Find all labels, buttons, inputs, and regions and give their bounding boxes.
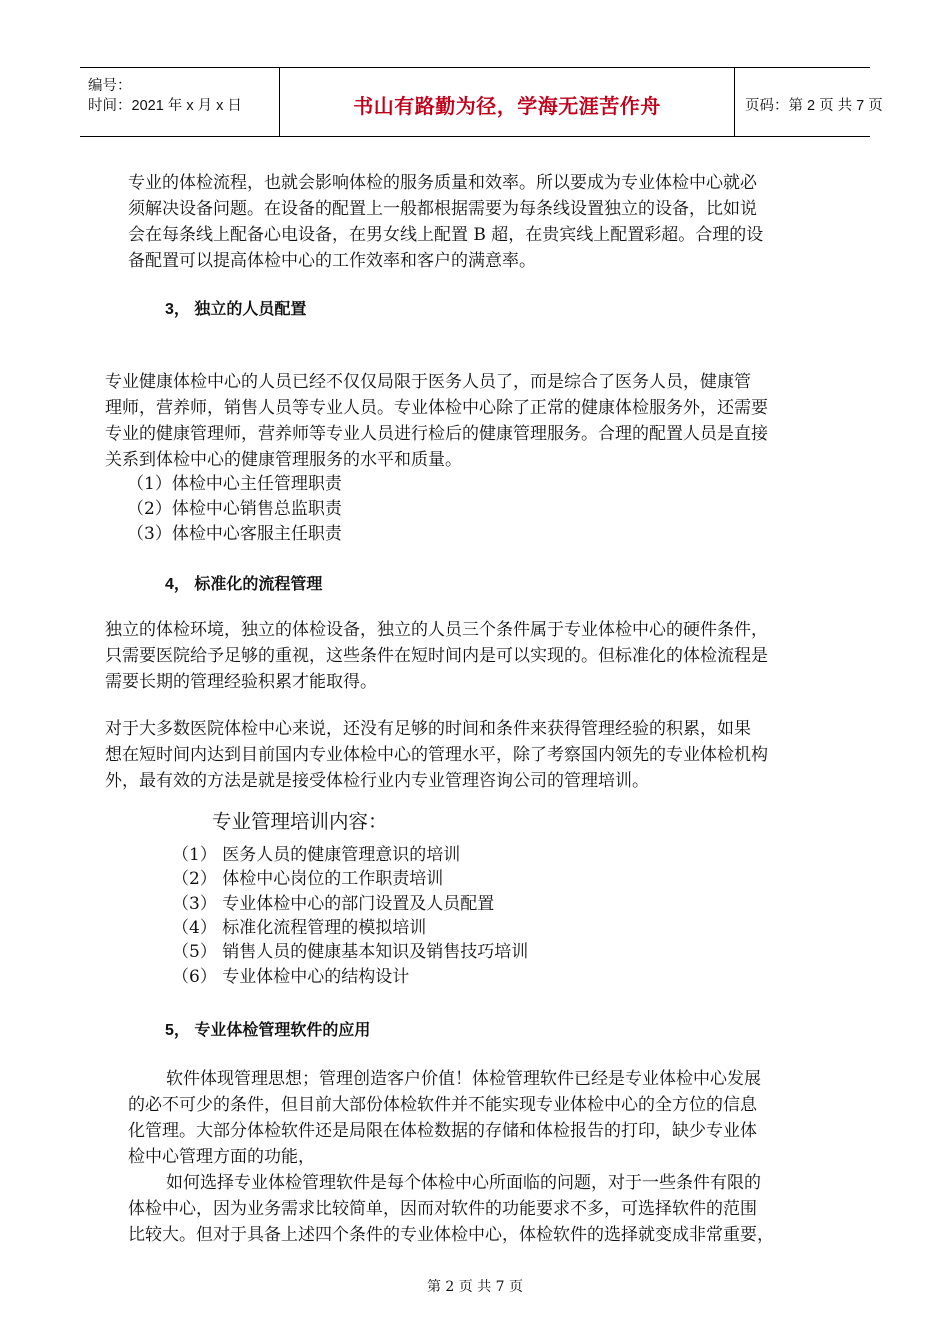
heading-section-4: 4， 标准化的流程管理 (165, 576, 323, 593)
text-line: 需要长期的管理经验积累才能取得。 (105, 672, 377, 692)
list-item: （4） 标准化流程管理的模拟培训 (172, 918, 427, 938)
document-number: 编号： (88, 78, 132, 94)
text-line: 备配置可以提高体检中心的工作效率和客户的满意率。 (128, 251, 536, 271)
page-header (80, 67, 883, 137)
training-title: 专业管理培训内容： (212, 810, 388, 833)
list-item: （2） 体检中心岗位的工作职责培训 (172, 869, 444, 889)
list-item: （5） 销售人员的健康基本知识及销售技巧培训 (172, 942, 529, 962)
heading-section-3: 3， 独立的人员配置 (165, 301, 307, 318)
heading-section-5: 5， 专业体检管理软件的应用 (165, 1022, 371, 1039)
text-line: 专业的体检流程，也就会影响体检的服务质量和效率。所以要成为专业体检中心就必 (128, 173, 757, 193)
header-motto-cell (280, 68, 735, 136)
text-line: 检中心管理方面的功能， (128, 1147, 315, 1167)
list-item: （6） 专业体检中心的结构设计 (172, 967, 410, 987)
text-line: 须解决设备问题。在设备的配置上一般都根据需要为每条线设置独立的设备，比如说 (128, 199, 757, 219)
list-item: （3） 专业体检中心的部门设置及人员配置 (172, 894, 495, 914)
header-motto: 书山有路勤为径，学海无涯苦作舟 (353, 94, 661, 118)
text-line: 对于大多数医院体检中心来说，还没有足够的时间和条件来获得管理经验的积累，如果 (105, 719, 751, 739)
header-page-cell (735, 68, 883, 136)
list-item: （2）体检中心销售总监职责 (127, 499, 342, 519)
list-item: （1） 医务人员的健康管理意识的培训 (172, 845, 461, 865)
text-line: 专业健康体检中心的人员已经不仅仅局限于医务人员了，而是综合了医务人员，健康管 (105, 372, 751, 392)
text-line: 只需要医院给予足够的重视，这些条件在短时间内是可以实现的。但标准化的体检流程是 (105, 646, 768, 666)
text-line: 外，最有效的方法是就是接受体检行业内专业管理咨询公司的管理培训。 (105, 771, 649, 791)
text-line: 专业的健康管理师，营养师等专业人员进行检后的健康管理服务。合理的配置人员是直接 (105, 424, 768, 444)
text-line: 软件体现管理思想；管理创造客户价值！体检管理软件已经是专业体检中心发展 (166, 1069, 761, 1089)
text-line: 如何选择专业体检管理软件是每个体检中心所面临的问题，对于一些条件有限的 (166, 1173, 761, 1193)
page-footer: 第 2 页 共 7 页 (426, 1279, 524, 1295)
text-line: 比较大。但对于具备上述四个条件的专业体检中心，体检软件的选择就变成非常重要， (128, 1225, 774, 1245)
list-item: （1）体检中心主任管理职责 (127, 474, 342, 494)
text-line: 的必不可少的条件，但目前大部份体检软件并不能实现专业体检中心的全方位的信息 (128, 1095, 757, 1115)
list-item: （3）体检中心客服主任职责 (127, 524, 342, 544)
text-line: 化管理。大部分体检软件还是局限在体检数据的存储和体检报告的打印，缺少专业体 (128, 1121, 757, 1141)
text-line: 体检中心，因为业务需求比较简单，因而对软件的功能要求不多，可选择软件的范围 (128, 1199, 757, 1219)
text-line: 独立的体检环境，独立的体检设备，独立的人员三个条件属于专业体检中心的硬件条件， (105, 620, 768, 640)
text-line: 想在短时间内达到目前国内专业体检中心的管理水平，除了考察国内领先的专业体检机构 (105, 745, 768, 765)
text-line: 会在每条线上配备心电设备，在男女线上配置 B 超，在贵宾线上配置彩超。合理的设 (128, 225, 764, 245)
document-date: 时间：2021 年 x 月 x 日 (88, 98, 242, 114)
text-line: 理师，营养师，销售人员等专业人员。专业体检中心除了正常的健康体检服务外，还需要 (105, 398, 768, 418)
text-line: 关系到体检中心的健康管理服务的水平和质量。 (105, 450, 462, 470)
header-info-cell (80, 68, 280, 136)
header-page-number: 页码：第 2 页 共 7 页 (745, 98, 883, 114)
